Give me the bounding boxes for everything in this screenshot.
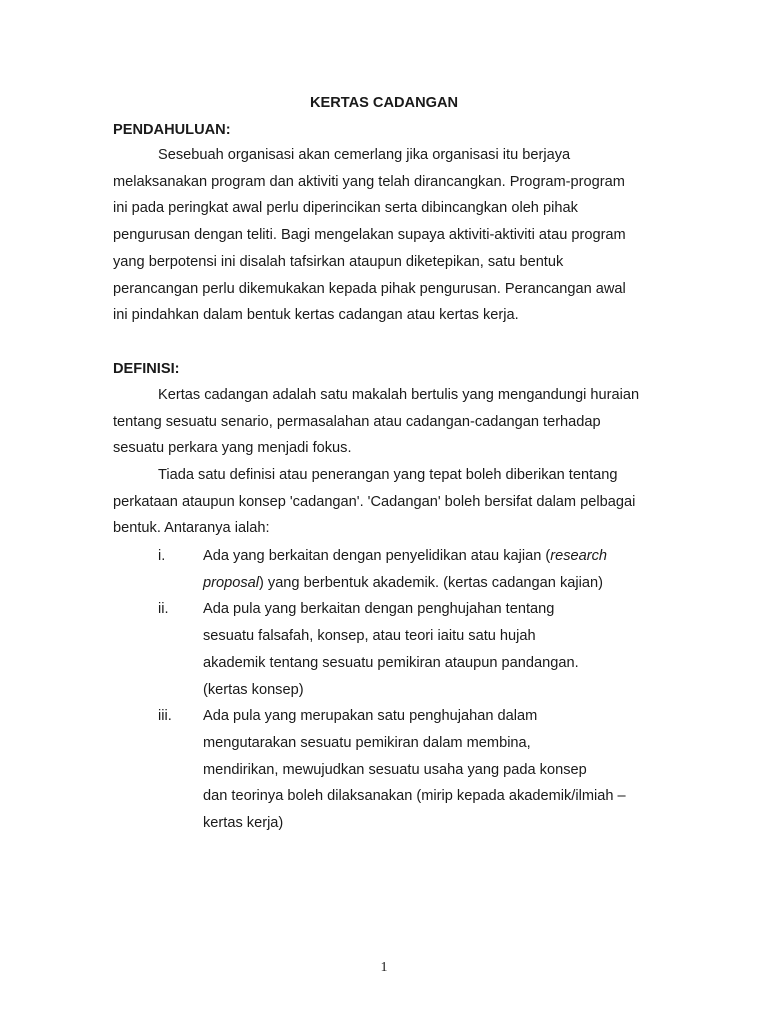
paragraph-line: Sesebuah organisasi akan cemerlang jika organisasi itu berjaya bbox=[158, 147, 571, 163]
list-item-text: Ada yang berkaitan dengan penyelidikan atau kajian ( bbox=[203, 548, 551, 564]
section-heading-definisi: DEFINISI: bbox=[113, 361, 180, 377]
paragraph-line: sesuatu perkara yang menjadi fokus. bbox=[113, 440, 352, 457]
list-item-line: akademik tentang sesuatu pemikiran ataupun pandangan. bbox=[203, 654, 579, 671]
list-item-line: mengutarakan sesuatu pemikiran dalam membina, bbox=[203, 734, 531, 751]
paragraph-line: perkataan ataupun konsep 'cadangan'. 'Cadangan' boleh bersifat dalam pelbagai bbox=[113, 493, 636, 510]
list-item-line: kertas kerja) bbox=[203, 815, 284, 832]
paragraph-definisi-1 bbox=[113, 382, 663, 462]
paragraph-pendahuluan bbox=[113, 142, 663, 329]
paragraph-line: perancangan perlu dikemukakan kepada pihak pengurusan. Perancangan awal bbox=[113, 280, 626, 297]
paragraph-line: tentang sesuatu senario, permasalahan atau cadangan-cadangan terhadap bbox=[113, 413, 601, 430]
paragraph-line: melaksanakan program dan aktiviti yang telah dirancangkan. Program-program bbox=[113, 173, 625, 190]
list-item-line: Ada pula yang merupakan satu penghujahan dalam bbox=[203, 708, 538, 725]
paragraph-line: yang berpotensi ini disalah tafsirkan ataupun diketepikan, satu bentuk bbox=[113, 253, 564, 270]
list-item bbox=[158, 596, 678, 703]
list-item bbox=[158, 703, 678, 837]
paragraph-line: pengurusan dengan teliti. Bagi mengelakan supaya aktiviti-aktiviti atau program bbox=[113, 227, 626, 244]
paragraph-line: bentuk. Antaranya ialah: bbox=[113, 520, 270, 537]
section-heading-pendahuluan: PENDAHULUAN: bbox=[113, 122, 231, 138]
paragraph-line: ini pindahkan dalam bentuk kertas cadangan atau kertas kerja. bbox=[113, 307, 519, 324]
definition-list bbox=[158, 543, 678, 837]
page-number: 1 bbox=[380, 960, 388, 975]
paragraph-definisi-2 bbox=[113, 462, 663, 542]
list-item-line: dan teorinya boleh dilaksanakan (mirip kepada akademik/ilmiah – bbox=[203, 788, 626, 805]
document-title: KERTAS CADANGAN bbox=[309, 95, 459, 111]
list-item-line bbox=[203, 543, 678, 570]
paragraph-line: ini pada peringkat awal perlu diperincikan serta dibincangkan oleh pihak bbox=[113, 200, 578, 217]
list-item-italic-text: proposal bbox=[203, 574, 259, 591]
list-item-number: ii. bbox=[158, 601, 169, 618]
list-item-line bbox=[203, 570, 678, 597]
list-item-text: ) yang berbentuk akademik. (kertas cadangan kajian) bbox=[258, 574, 603, 591]
paragraph-line: Tiada satu definisi atau penerangan yang tepat boleh diberikan tentang bbox=[158, 467, 618, 483]
list-item-line: mendirikan, mewujudkan sesuatu usaha yang pada konsep bbox=[203, 761, 587, 778]
list-item-line: sesuatu falsafah, konsep, atau teori iaitu satu hujah bbox=[203, 628, 536, 645]
list-item-line: (kertas konsep) bbox=[203, 681, 304, 698]
list-item-italic-text: research bbox=[550, 548, 608, 564]
list-item-number: i. bbox=[158, 548, 166, 564]
list-item-number: iii. bbox=[158, 708, 172, 725]
list-item-line: Ada pula yang berkaitan dengan penghujahan tentang bbox=[203, 601, 555, 618]
paragraph-line: Kertas cadangan adalah satu makalah bertulis yang mengandungi huraian bbox=[158, 387, 640, 403]
list-item bbox=[158, 543, 678, 596]
